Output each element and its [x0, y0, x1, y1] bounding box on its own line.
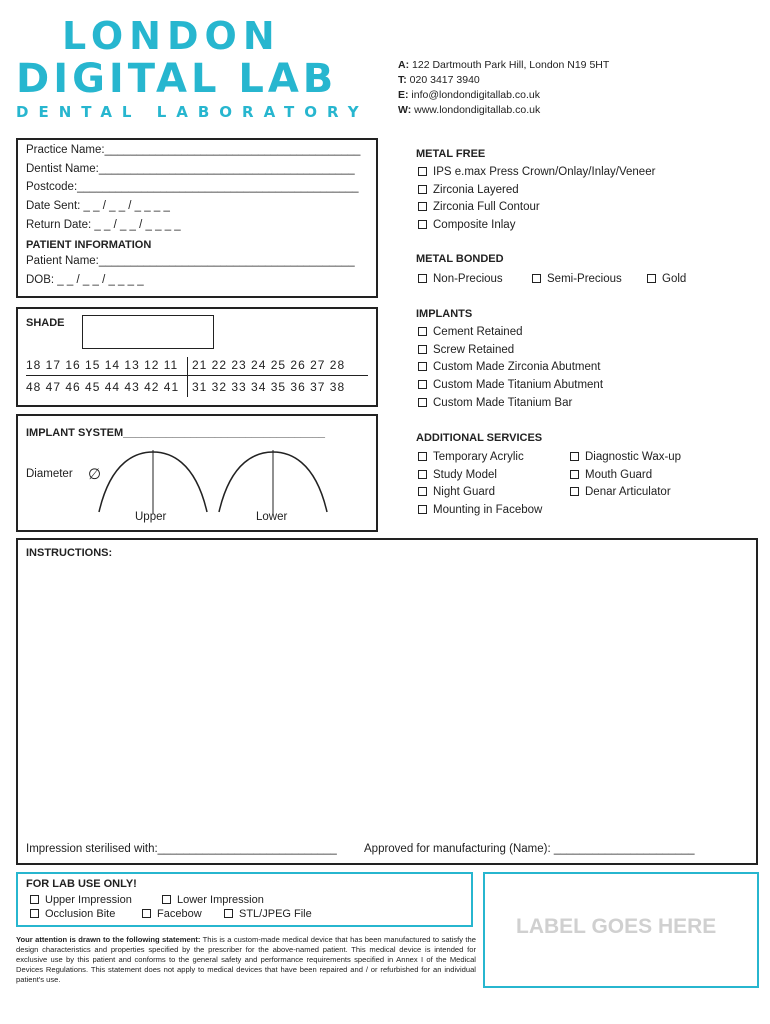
checkbox — [418, 185, 427, 194]
teeth-vertical-divider — [187, 357, 188, 397]
checkbox-option[interactable]: Occlusion Bite — [30, 908, 115, 920]
dentist-name-field[interactable]: Dentist Name:________________________________________ — [26, 163, 355, 175]
teeth-horizontal-divider — [26, 375, 368, 376]
checkbox — [418, 398, 427, 407]
postcode-field[interactable]: Postcode:____________________________________________ — [26, 181, 359, 193]
teeth-upper-right[interactable]: 21 22 23 24 25 26 27 28 — [192, 358, 346, 372]
contact-email[interactable]: info@londondigitallab.co.uk — [411, 89, 541, 101]
checkbox-option[interactable]: Custom Made Titanium Bar — [418, 397, 572, 409]
practice-name-field[interactable]: Practice Name:________________________________________ — [26, 144, 361, 156]
sterilised-field[interactable]: Impression sterilised with:____________________________ — [26, 843, 337, 855]
patient-name-field[interactable]: Patient Name:________________________________________ — [26, 255, 355, 267]
logo-line-dental-laboratory: DENTAL LABORATORY — [16, 103, 369, 121]
checkbox — [570, 452, 579, 461]
upper-label: Upper — [135, 511, 167, 523]
checkbox — [418, 220, 427, 229]
checkbox — [647, 274, 656, 283]
checkbox-option[interactable]: Mounting in Facebow — [418, 504, 542, 516]
lower-label: Lower — [256, 511, 288, 523]
checkbox — [418, 505, 427, 514]
checkbox-option[interactable]: Temporary Acrylic — [418, 451, 524, 463]
checkbox-option[interactable]: Zirconia Layered — [418, 184, 519, 196]
checkbox-option[interactable]: Custom Made Titanium Abutment — [418, 379, 603, 391]
logo-line-london: LONDON — [62, 14, 281, 58]
shade-input-box[interactable] — [82, 315, 214, 349]
checkbox-option[interactable]: Non-Precious — [418, 273, 503, 285]
diameter-label: Diameter — [26, 468, 73, 480]
checkbox — [418, 327, 427, 336]
checkbox-option[interactable]: Cement Retained — [418, 326, 523, 338]
checkbox — [570, 470, 579, 479]
checkbox-option[interactable]: Mouth Guard — [570, 469, 652, 481]
checkbox — [418, 274, 427, 283]
diameter-icon: ∅ — [88, 466, 102, 483]
checkbox — [418, 202, 427, 211]
checkbox-option[interactable]: Zirconia Full Contour — [418, 201, 540, 213]
metal-free-heading: METAL FREE — [416, 148, 486, 160]
additional-services-heading: ADDITIONAL SERVICES — [416, 432, 543, 444]
arch-diagram — [95, 446, 345, 516]
checkbox-option[interactable]: Upper Impression — [30, 894, 132, 906]
checkbox — [224, 909, 233, 918]
teeth-upper-left[interactable]: 18 17 16 15 14 13 12 11 — [26, 358, 179, 372]
logo-line-digital-lab: DIGITAL LAB — [16, 56, 338, 102]
contact-block: A: 122 Dartmouth Park Hill, London N19 5HT T: 020 3417 3940 E: info@londondigitallab.co.uk W: www.londondigitallab.co.uk — [398, 59, 610, 116]
checkbox-option[interactable]: Diagnostic Wax-up — [570, 451, 681, 463]
checkbox-option[interactable]: Composite Inlay — [418, 219, 515, 231]
checkbox — [142, 909, 151, 918]
contact-phone: 020 3417 3940 — [409, 74, 480, 86]
checkbox — [30, 909, 39, 918]
shade-heading: SHADE — [26, 317, 65, 329]
checkbox — [532, 274, 541, 283]
checkbox-option[interactable]: Custom Made Zirconia Abutment — [418, 361, 600, 373]
checkbox-option[interactable]: Semi-Precious — [532, 273, 622, 285]
checkbox-option[interactable]: Study Model — [418, 469, 497, 481]
implants-heading: IMPLANTS — [416, 308, 473, 320]
instructions-heading: INSTRUCTIONS: — [26, 547, 113, 559]
lab-use-heading: FOR LAB USE ONLY! — [26, 878, 137, 890]
checkbox — [418, 487, 427, 496]
return-date-field[interactable]: Return Date: _ _ / _ _ / _ _ _ _ — [26, 219, 181, 231]
regulatory-statement: Your attention is drawn to the following statement: This is a custom-made medical device that has been manufactured to satisfy the design characteristics and properties specified by the prescriber for the above-named patient. This medical device is intended for exclusive use by this patient and conforms to the general safety and performance requirements specified in Annex I of the Medical Devices Regulations. This statement does not apply to medical devices that have been repaired and / or refurbished for an individual patient's use. — [16, 935, 476, 984]
checkbox-option[interactable]: Gold — [647, 273, 686, 285]
contact-address: 122 Dartmouth Park Hill, London N19 5HT — [412, 59, 610, 71]
implant-system-heading[interactable]: IMPLANT SYSTEM_________________________________ — [26, 427, 326, 439]
checkbox — [418, 452, 427, 461]
checkbox — [570, 487, 579, 496]
checkbox — [418, 470, 427, 479]
checkbox-option[interactable]: Facebow — [142, 908, 202, 920]
dob-field[interactable]: DOB: _ _ / _ _ / _ _ _ _ — [26, 274, 144, 286]
teeth-lower-left[interactable]: 48 47 46 45 44 43 42 41 — [26, 380, 180, 394]
checkbox — [418, 362, 427, 371]
metal-bonded-heading: METAL BONDED — [416, 253, 504, 265]
teeth-lower-right[interactable]: 31 32 33 34 35 36 37 38 — [192, 380, 346, 394]
checkbox — [162, 895, 171, 904]
checkbox-option[interactable]: Lower Impression — [162, 894, 264, 906]
checkbox-option[interactable]: IPS e.max Press Crown/Onlay/Inlay/Veneer — [418, 166, 655, 178]
patient-info-heading: PATIENT INFORMATION — [26, 239, 152, 251]
checkbox — [30, 895, 39, 904]
checkbox — [418, 380, 427, 389]
checkbox — [418, 345, 427, 354]
checkbox — [418, 167, 427, 176]
approved-field[interactable]: Approved for manufacturing (Name): ______________________ — [364, 843, 695, 855]
checkbox-option[interactable]: Night Guard — [418, 486, 495, 498]
date-sent-field[interactable]: Date Sent: _ _ / _ _ / _ _ _ _ — [26, 200, 170, 212]
instructions-box[interactable] — [16, 538, 758, 865]
checkbox-option[interactable]: Screw Retained — [418, 344, 514, 356]
contact-web[interactable]: www.londondigitallab.co.uk — [414, 104, 541, 116]
checkbox-option[interactable]: STL/JPEG File — [224, 908, 312, 920]
label-placeholder-text: LABEL GOES HERE — [516, 915, 717, 938]
checkbox-option[interactable]: Denar Articulator — [570, 486, 671, 498]
